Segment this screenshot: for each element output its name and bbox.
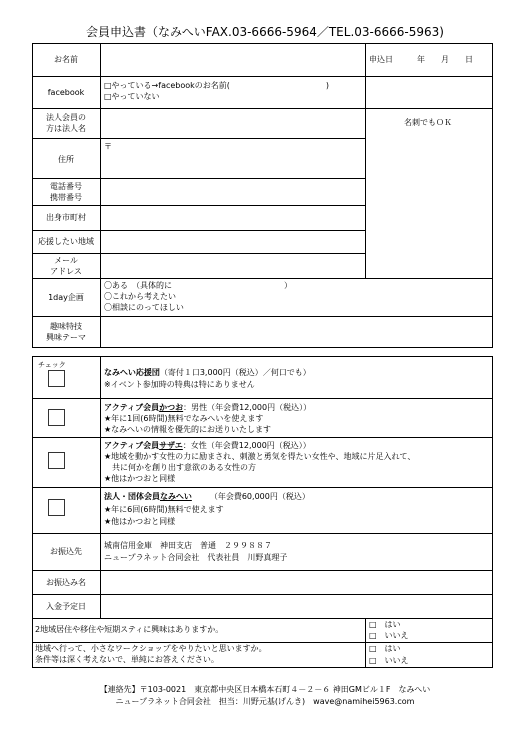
application-date-field[interactable]: 申込日 年 月 日 — [369, 55, 473, 64]
postal-mark: 〒 — [104, 142, 112, 151]
plan-ouendan — [104, 368, 311, 378]
email-label: メール — [54, 256, 78, 265]
plan-sazae — [104, 441, 311, 451]
oneday-option-later[interactable]: 〇これから考えたい — [104, 292, 176, 301]
q1-yes-option[interactable]: □ はい — [369, 620, 401, 629]
phone-label: 電話番号 — [50, 182, 82, 191]
corporate-name-label-2: 方は法人名 — [46, 124, 86, 133]
plan-katsuo-price: ：男性（年会費12,000円（税込）） — [183, 403, 312, 412]
plan-corporate-name: なみへい — [160, 492, 192, 501]
facebook-option-no[interactable]: □やっていない — [104, 92, 160, 101]
email-label-2: アドレス — [50, 267, 82, 276]
plan-corporate-price: （年会費60,000円（税込） — [209, 492, 310, 501]
corporate-name-label: 法人会員の — [46, 113, 86, 122]
plan-katsuo-checkbox[interactable] — [48, 409, 65, 426]
transfer-destination-label: お振込先 — [50, 547, 82, 556]
oneday-option-consult[interactable]: 〇相談にのってほしい — [104, 303, 184, 312]
plan-katsuo-name: かつお — [159, 403, 184, 412]
plan-corporate-benefit-2: ★他はかつおと同様 — [104, 517, 176, 526]
q1-no-option[interactable]: □ いいえ — [369, 631, 409, 640]
plan-katsuo — [104, 403, 311, 413]
plan-corporate-checkbox[interactable] — [48, 499, 65, 516]
name-input[interactable] — [102, 45, 364, 75]
plan-corporate — [104, 492, 310, 502]
plan-corporate-title: 法人・団体会員 — [104, 492, 160, 501]
oneday-plan-label: 1day企画 — [48, 293, 84, 302]
question-workshop-note: 条件等は深く考えないで、単純にお答えください。 — [35, 655, 219, 664]
plan-sazae-benefit-3: ★他はかつおと同様 — [104, 474, 176, 483]
plan-sazae-price: ：女性（年会費12,000円（税込）） — [182, 441, 311, 450]
hobby-label: 趣味特技 — [50, 322, 82, 331]
name-label: お名前 — [54, 55, 78, 64]
facebook-option-yes[interactable]: □やっている→facebookのお名前( ) — [104, 81, 330, 90]
plan-corporate-benefit-1: ★年に6回(6時間)無料で使えます — [104, 505, 224, 514]
plan-sazae-checkbox[interactable] — [48, 452, 65, 469]
payment-date-input[interactable] — [102, 596, 491, 617]
bank-account: 城南信用金庫 神田支店 普通 ２９９８８７ — [104, 541, 272, 550]
plan-katsuo-benefit-2: ★なみへいの情報を優先的にお送りいたします — [104, 425, 272, 434]
plan-sazae-title: アクティブ会員 — [104, 441, 160, 450]
question-dual-residence: 2地域居住や移住や短期スティに興味はありますか。 — [35, 625, 224, 634]
check-column-label: チェック — [38, 361, 66, 369]
oneday-option-yes[interactable]: 〇ある （具体的に ） — [104, 281, 292, 290]
interest-label: 興味テーマ — [46, 333, 86, 342]
support-region-label: 応援したい地域 — [38, 237, 94, 246]
facebook-label: facebook — [47, 88, 85, 97]
business-card-note: 名刺でもＯＫ — [404, 118, 452, 127]
transfer-name-input[interactable] — [102, 572, 491, 593]
plan-sazae-benefit-2: 共に何かを創り出す意欲のある女性の方 — [104, 463, 256, 472]
question-workshop: 地域へ行って、小さなワークショップをやりたいと思いますか。 — [35, 644, 267, 653]
address-label: 住所 — [58, 155, 74, 164]
plan-sazae-name: サザエ — [159, 441, 183, 450]
mobile-label: 携帯番号 — [50, 193, 82, 202]
payment-date-label: 入金予定日 — [46, 602, 86, 611]
contact-footer — [0, 684, 530, 708]
hometown-label: 出身市町村 — [46, 213, 86, 222]
plan-katsuo-benefit-1: ★年に1回(6時間)無料でなみへいを使えます — [104, 414, 264, 423]
plan-ouendan-checkbox[interactable] — [48, 370, 65, 387]
plan-sazae-benefit-1: ★地域を動かす女性の力に励まされ、刺激と勇気を得たい女性や、地域に片足入れて、 — [104, 452, 416, 461]
bank-account-holder: ニュープラネット合同会社 代表社員 川野真理子 — [104, 553, 288, 562]
contact-address: 【連絡先】〒103-0021 東京都中央区日本橋本石町４－２－６ 神田GMビル１F なみへい — [99, 685, 431, 694]
contact-person: ニュープラネット合同会社 担当：川野元基(げんき) wave@namihei5963.com — [115, 697, 415, 706]
plan-ouendan-note: ※イベント参加時の特典は特にありません — [104, 380, 255, 389]
q2-yes-option[interactable]: □ はい — [369, 644, 401, 653]
plan-katsuo-title: アクティブ会員 — [104, 403, 160, 412]
q2-no-option[interactable]: □ いいえ — [369, 656, 409, 665]
plan-ouendan-title: なみへい応援団 — [104, 368, 160, 377]
plan-ouendan-price: （寄付１口3,000円（税込）／何口でも） — [159, 368, 311, 377]
page-title: 会員申込書（なみへいFAX.03-6666-5964／TEL.03-6666-5963) — [86, 25, 444, 39]
transfer-name-label: お振込み名 — [46, 578, 86, 587]
